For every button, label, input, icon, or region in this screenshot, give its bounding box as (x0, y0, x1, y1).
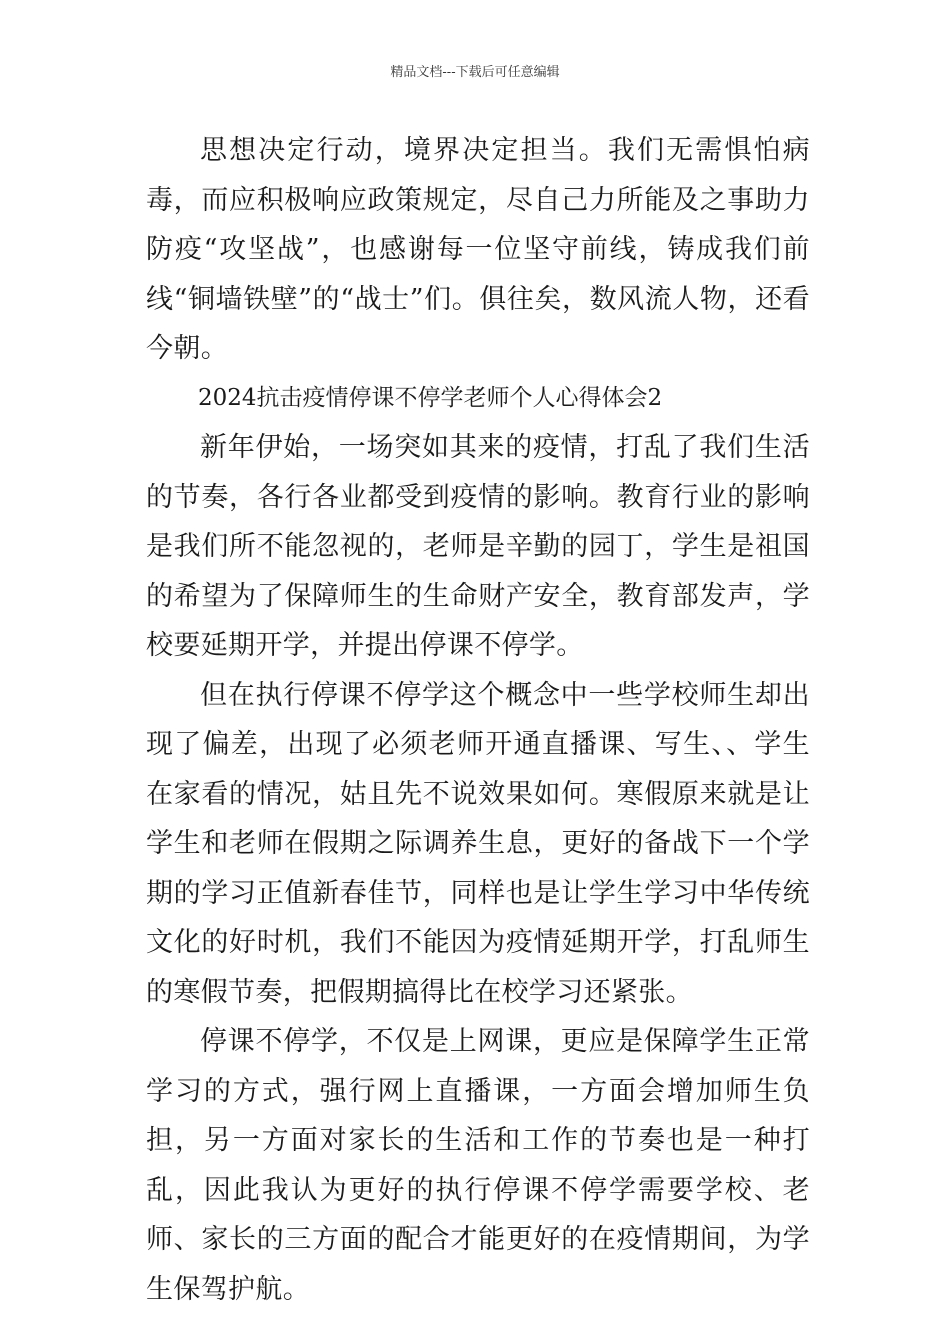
section-heading: 2024抗击疫情停课不停学老师个人心得体会2 (198, 384, 663, 411)
paragraph-4: 停课不停学，不仅是上网课，更应是保障学生正常学习的方式，强行网上直播课，一方面会增加师生负担，另一方面对家长的生活和工作的节奏也是一种打乱，因此我认为更好的执行停课不停学需要学校、老师、家长的三方面的配合才能更好的在疫情期间，为学生保驾护航。 (146, 1026, 810, 1305)
paragraph-3: 但在执行停课不停学这个概念中一些学校师生却出现了偏差，出现了必须老师开通直播课、写生、、学生在家看的情况，姑且先不说效果如何。寒假原来就是让学生和老师在假期之际调养生息，更好的备战下一个学期的学习正值新春佳节，同样也是让学生学习中华传统文化的好时机，我们不能因为疫情延期开学，打乱师生的寒假节奏，把假期搞得比在校学习还紧张。 (146, 679, 810, 1008)
document-body (146, 126, 810, 1314)
page-header: 精品文档---下载后可任意编辑 (390, 65, 560, 80)
paragraph-1: 思想决定行动，境界决定担当。我们无需惧怕病毒，而应积极响应政策规定，尽自己力所能及之事助力防疫“攻坚战”，也感谢每一位坚守前线，铸成我们前线“铜墙铁壁”的“战士”们。俱往矣，数风流人物，还看今朝。 (146, 135, 810, 364)
paragraph-2: 新年伊始，一场突如其来的疫情，打乱了我们生活的节奏，各行各业都受到疫情的影响。教育行业的影响是我们所不能忽视的，老师是辛勤的园丁，学生是祖国的希望为了保障师生的生命财产安全，教育部发声，学校要延期开学，并提出停课不停学。 (146, 432, 810, 661)
